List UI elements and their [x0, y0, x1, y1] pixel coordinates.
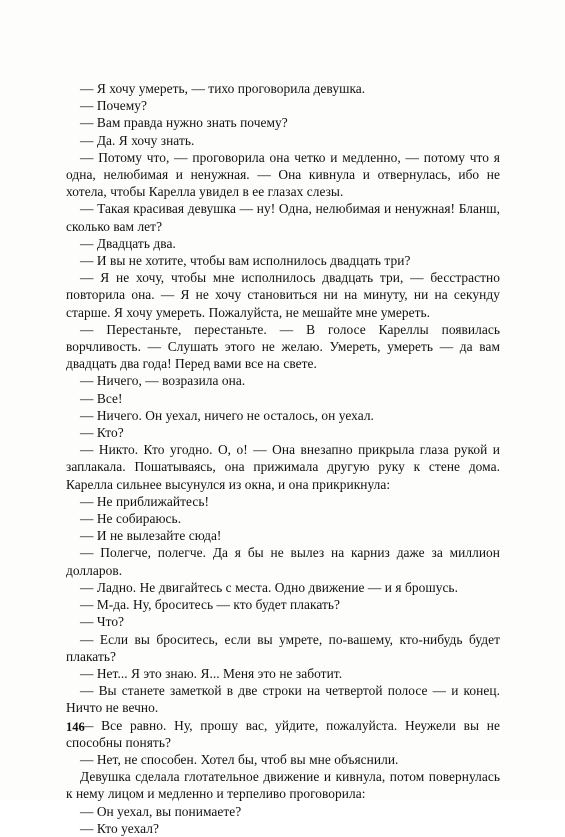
paragraph-27: — Нет, не способен. Хотел бы, чтоб вы мне объяснили. [80, 751, 399, 767]
paragraph-20: — Ладно. Не двигайтесь с места. Одно движение — и я брошусь. [80, 579, 458, 595]
paragraph-11: — Ничего, — возразила она. [80, 373, 246, 389]
paragraph-7: — Двадцать два. [80, 235, 176, 251]
paragraph-5: — Потому что, — проговорила она четко и медленно, — потому что я одна, нелюбимая и ненужная. — Она кивнула и отвернулась, ибо не хотела, чтобы Карелла увидел в ее глазах слезы. [66, 149, 500, 200]
paragraph-12: — Все! [80, 390, 123, 406]
paragraph-14: — Кто? [80, 425, 124, 441]
page-text [66, 80, 500, 837]
paragraph-22: — Что? [80, 614, 125, 630]
paragraph-18: — И не вылезайте сюда! [80, 528, 222, 544]
paragraph-24: — Нет... Я это знаю. Я... Меня это не заботит. [80, 665, 343, 681]
paragraph-6: — Такая красивая девушка — ну! Одна, нелюбимая и ненужная! Бланш, сколько вам лет? [66, 201, 500, 234]
paragraph-3: — Вам правда нужно знать почему? [80, 115, 288, 131]
page-number: 146 [66, 720, 85, 734]
paragraph-28: Девушка сделала глотательное движение и кивнула, потом повернулась к нему лицом и медленно и терпеливо проговорила: [66, 769, 500, 802]
paragraph-19: — Полегче, полегче. Да я бы не вылез на карниз даже за миллион долларов. [66, 545, 500, 578]
paragraph-10: — Перестаньте, перестаньте. — В голосе Кареллы появилась ворчливость. — Слушать этого не желаю. Умереть, умереть — да вам двадцать два года! Перед вами все на свете. [66, 321, 500, 372]
paragraph-13: — Ничего. Он уехал, ничего не осталось, он уехал. [80, 407, 374, 423]
paragraph-30: — Кто уехал? [80, 820, 159, 836]
paragraph-4: — Да. Я хочу знать. [80, 132, 195, 148]
paragraph-26: — Все равно. Ну, прошу вас, уйдите, пожалуйста. Неужели вы не способны понять? [66, 717, 500, 750]
paragraph-23: — Если вы броситесь, если вы умрете, по-вашему, кто-нибудь будет плакать? [66, 631, 500, 664]
paragraph-21: — М-да. Ну, броситесь — кто будет плакать? [80, 597, 341, 613]
paragraph-9: — Я не хочу, чтобы мне исполнилось двадцать три, — бесстрастно повторила она. — Я не хочу становиться ни на минуту, ни на секунду старше. Я хочу умереть. Пожалуйста, не мешайте мне умереть. [66, 270, 500, 320]
paragraph-17: — Не собираюсь. [80, 511, 182, 527]
paragraph-25: — Вы станете заметкой в две строки на четвертой полосе — и конец. Ничто не вечно. [66, 683, 500, 716]
paragraph-16: — Не приближайтесь! [80, 493, 210, 509]
paragraph-2: — Почему? [80, 98, 147, 114]
paragraph-8: — И вы не хотите, чтобы вам исполнилось двадцать три? [80, 253, 411, 269]
paragraph-29: — Он уехал, вы понимаете? [80, 803, 242, 819]
paragraph-15: — Никто. Кто угодно. О, о! — Она внезапно прикрыла глаза рукой и заплакала. Пошатываясь, она прижимала другую руку к стене дома. Карелла сильнее высунулся из окна, и она прикрикнула: [66, 442, 500, 492]
paragraph-1: — Я хочу умереть, — тихо проговорила девушка. [80, 81, 366, 96]
